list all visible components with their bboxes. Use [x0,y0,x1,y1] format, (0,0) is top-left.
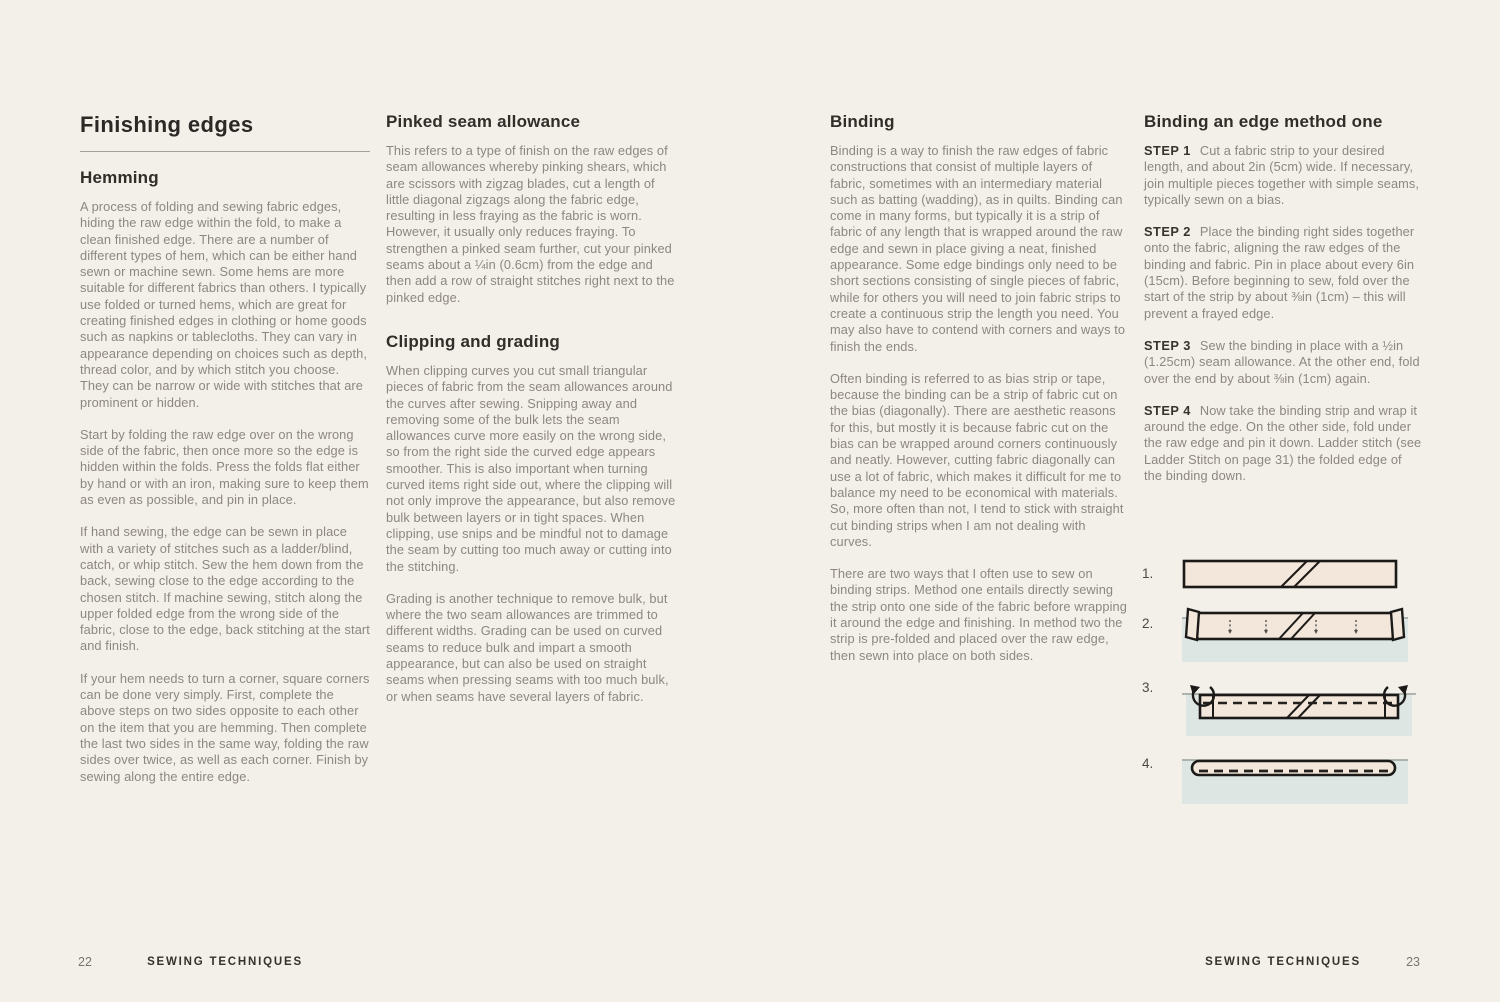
figure-1-fabric-strip-diagram [1182,556,1398,592]
column-binding [830,112,1130,680]
column-finishing-edges [80,112,370,801]
step-4-label: STEP 4 [1144,402,1191,418]
figure-row-4 [1142,746,1422,804]
hemming-paragraph: A process of folding and sewing fabric edges, hiding the raw edge within the fold, to make a clean finished edge. There are a number of different types of hem, which can be either hand sewn or machine sewn. Some hems are more suitable for different fabrics than others. I typically use folded or turned hems, which are great for creating finished edges in clothing or home goods such as napkins or tablecloths. They can vary in appearance depending on choices such as depth, thread color, and by which stitch you choose. They can be narrow or wide with stitches that are prominent or hidden. [80,199,368,410]
heading-binding-edge-method-one: Binding an edge method one [1144,112,1383,131]
step-2-label: STEP 2 [1144,224,1191,240]
step-2-text: Place the binding right sides together onto the fabric, aligning the raw edges of the binding and fabric. Pin in place about every 6in (15cm). Before beginning to sew, fold over the start of the strip by about ⅜in (1cm) – this will prevent a frayed edge. [1144,224,1415,321]
step-1-text: Cut a fabric strip to your desired length, and about 2in (5cm) wide. If necessary, join multiple pieces together with simple seams, typically sewn on a bias. [1144,143,1420,207]
step-item-2 [1144,224,1422,322]
step-3-text: Sew the binding in place with a ½in (1.25cm) seam allowance. At the other end, fold over the end by about ⅜in (1cm) again. [1144,337,1420,386]
figure-row-1 [1142,556,1422,592]
step-item-3 [1144,338,1422,387]
heading-pinked-seam-allowance: Pinked seam allowance [386,112,581,131]
folded-end-right [1391,609,1404,640]
step-4-text: Now take the binding strip and wrap it around the edge. On the other side, fold under the raw edge and pin it down. Ladder stitch (see Ladder Stitch on page 31) the folded edge of the binding down. [1144,402,1422,484]
hemming-paragraph: If your hem needs to turn a corner, square corners can be done very simply. First, complete the above steps on two sides opposite to each other on the item that you are hemming. Then complete the last two sides in the same way, folding the raw sides over twice, as well as each corner. Finish by sewing along the entire edge. [80,670,370,784]
figure-3-number: 3. [1142,680,1154,695]
figure-3-sewn-strip-diagram [1182,670,1416,736]
figure-2-pinned-strip-diagram [1182,606,1408,662]
hemming-paragraph: If hand sewing, the edge can be sewn in place with a variety of stitches such as a ladder/blind, catch, or whip stitch. Sew the hem down from the back, sewing close to the edge according to the chosen stitch. If machine sewing, stitch along the upper folded edge from the wrong side of the fabric, close to the edge, back stitching at the start and finish. [80,524,370,654]
binding-outline [1192,761,1395,775]
binding-paragraph: Binding is a way to finish the raw edges of fabric constructions that consist of multiple layers of fabric, sometimes with an intermediary material such as batting (wadding), as in quilts. Binding can come in many forms, but typically it is a strip of fabric of any length that is wrapped around the raw edge and sewn in place giving a neat, finished appearance. Some edge bindings only need to be short sections consisting of single pieces of fabric, while for others you will need to join fabric strips to create a continuous strip the length you need. You may also have to contend with corners and ways to finish the ends. [830,143,1126,354]
column-binding-method-one [1144,112,1422,500]
binding-paragraph: There are two ways that I often use to sew on binding strips. Method one entails directly sewing the strip onto one side of the fabric before wrapping it around the edge and finishing. In method two the strip is pre-folded and placed over the raw edge, then sewn into place on both sides. [830,566,1127,663]
page-title: Finishing edges [80,112,370,152]
right-running-title: SEWING TECHNIQUES [1205,956,1361,968]
heading-clipping-and-grading: Clipping and grading [386,331,560,351]
binding-step-diagrams [1142,556,1422,804]
grading-paragraph: Grading is another technique to remove bulk, but where the two seam allowances are trimmed to different widths. Grading can be used on curved seams to reduce bulk and impart a smooth appearance, but can also be used on straight seams when pressing seams with too much bulk, or when seams have several layers of fabric. [386,590,669,704]
step-3-label: STEP 3 [1144,337,1191,353]
figure-2-number: 2. [1142,616,1154,631]
pinked-seam-paragraph: This refers to a type of finish on the raw edges of seam allowances whereby pinking shears, which are scissors with zigzag blades, cut a length of little diagonal zigzags along the fabric edge, resulting in less fraying as the fabric is worn. However, it usually only reduces fraying. To strengthen a pinked seam further, cut your pinked seams about a ¼in (0.6cm) from the edge and then add a row of straight stitches right next to the pinked edge. [386,143,675,305]
figure-row-3 [1142,670,1422,736]
figure-row-2 [1142,606,1422,662]
folded-end-left [1186,609,1199,640]
binding-paragraph: Often binding is referred to as bias strip or tape, because the binding can be a strip of fabric cut on the bias (diagonally). There are aesthetic reasons for this, but mostly it is because fabric cut on the bias can be wrapped around corners continuously and neatly. However, cutting fabric diagonally can use a lot of fabric, which makes it difficult for me to balance my need to be economical with materials. So, more often than not, I tend to stick with straight cut binding strips when I am not dealing with curves. [830,370,1124,549]
figure-4-number: 4. [1142,756,1154,771]
left-running-title: SEWING TECHNIQUES [147,956,303,968]
left-page-number: 22 [78,955,92,969]
step-item-1 [1144,143,1422,208]
heading-hemming: Hemming [80,168,159,187]
figure-1-number: 1. [1142,566,1154,581]
column-seam-finishes [386,112,678,721]
strip-outline [1184,561,1396,587]
heading-binding: Binding [830,112,895,131]
step-1-label: STEP 1 [1144,143,1191,158]
right-page-number: 23 [1406,955,1420,969]
figure-4-finished-binding-diagram [1182,746,1408,804]
hemming-paragraph: Start by folding the raw edge over on the wrong side of the fabric, then once more so the edge is hidden within the folds. Press the folds flat either by hand or with an iron, making sure to keep them as even as possible, and pin in place. [80,426,369,508]
clipping-paragraph: When clipping curves you cut small triangular pieces of fabric from the seam allowances around the curves after sewing. Snipping away and removing some of the bulk lets the seam allowances curve more easily on the wrong side, so from the right side the curved edge appears smoother. This is also important when turning curved items right side out, where the clipping will not only improve the appearance, but also remove bulk between layers or in tight spaces. When clipping, use snips and be mindful not to damage the seam by cutting too much away or cutting into the stitching. [386,362,676,574]
step-item-4 [1144,403,1422,484]
